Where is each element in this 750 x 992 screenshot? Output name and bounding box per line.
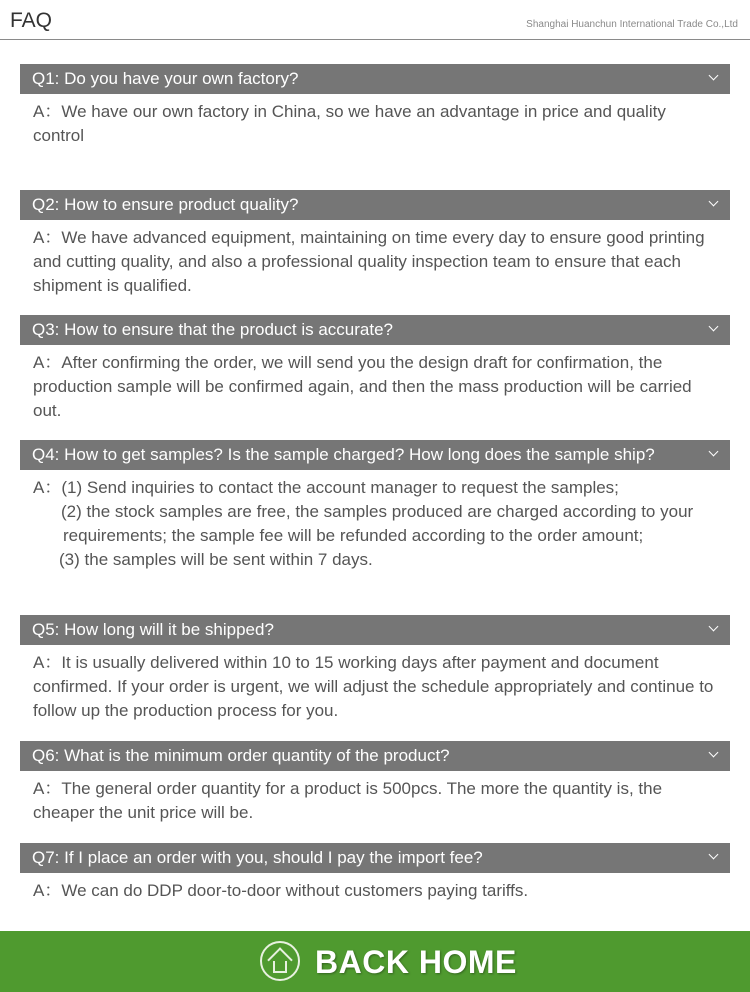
faq-list	[0, 64, 750, 903]
faq-answer-3: A：After confirming the order, we will send you the design draft for confirmation, the production sample will be confirmed again, and then the mass production will be carried out.	[33, 353, 692, 420]
chevron-down-icon[interactable]	[709, 850, 719, 860]
faq-item	[20, 843, 730, 903]
faq-question-7[interactable]	[20, 843, 730, 873]
faq-answer-6: A：The general order quantity for a product is 500pcs. The more the quantity is, the cheaper the unit price will be.	[33, 779, 663, 822]
faq-answer-4	[20, 470, 730, 597]
back-home-label[interactable]: BACK HOME	[315, 944, 517, 980]
page-header	[0, 0, 750, 40]
home-icon[interactable]	[260, 941, 300, 981]
faq-item	[20, 440, 730, 597]
step-text: Send inquiries to contact the account manager to request the samples;	[86, 478, 619, 497]
faq-answer-7: A：We can do DDP door-to-door without customers paying tariffs.	[33, 881, 529, 900]
chevron-down-icon[interactable]	[709, 447, 719, 457]
faq-question-1[interactable]	[20, 64, 730, 94]
faq-question-5[interactable]	[20, 615, 730, 645]
chevron-down-icon[interactable]	[709, 622, 719, 632]
faq-question-2[interactable]	[20, 190, 730, 220]
step-text: the stock samples are free, the samples produced are charged according to your requirements; the sample fee will be refunded according to the order amount;	[63, 502, 694, 545]
faq-item	[20, 190, 730, 297]
step-number: (2)	[61, 502, 82, 521]
company-name: Shanghai Huanchun International Trade Co.,Ltd	[526, 19, 738, 30]
faq-item	[20, 615, 730, 723]
page-title: FAQ	[10, 9, 53, 32]
question-text: Q4: How to get samples? Is the sample charged? How long does the sample ship?	[32, 445, 655, 464]
faq-question-6[interactable]	[20, 741, 730, 771]
step-number: (3)	[59, 550, 80, 569]
chevron-down-icon[interactable]	[709, 71, 719, 81]
faq-item	[20, 741, 730, 825]
step-text: the samples will be sent within 7 days.	[84, 550, 373, 569]
chevron-down-icon[interactable]	[709, 748, 719, 758]
question-text: Q6: What is the minimum order quantity of the product?	[32, 746, 450, 765]
faq-item	[20, 64, 730, 172]
question-text: Q1: Do you have your own factory?	[32, 69, 299, 88]
back-home-button[interactable]	[0, 931, 750, 992]
faq-answer-1: A：We have our own factory in China, so we have an advantage in price and quality control	[33, 102, 666, 145]
question-text: Q3: How to ensure that the product is accurate?	[32, 320, 393, 339]
question-text: Q2: How to ensure product quality?	[32, 195, 299, 214]
faq-question-4[interactable]	[20, 440, 730, 470]
step-number: (1)	[61, 478, 83, 497]
faq-answer-2: A：We have advanced equipment, maintaining on time every day to ensure good printing and cutting quality, and also a professional quality inspection team to ensure that each shipment is qualified.	[33, 228, 705, 295]
faq-question-3[interactable]	[20, 315, 730, 345]
chevron-down-icon[interactable]	[709, 197, 719, 207]
question-text: Q5: How long will it be shipped?	[32, 620, 274, 639]
faq-answer-5: A：It is usually delivered within 10 to 15 working days after payment and document confirmed. If your order is urgent, we will adjust the schedule appropriately and continue to follow up the production process for you.	[33, 653, 714, 720]
faq-item	[20, 315, 730, 422]
chevron-down-icon[interactable]	[709, 322, 719, 332]
answer-prefix: A：	[33, 478, 62, 497]
question-text: Q7: If I place an order with you, should I pay the import fee?	[32, 848, 483, 867]
